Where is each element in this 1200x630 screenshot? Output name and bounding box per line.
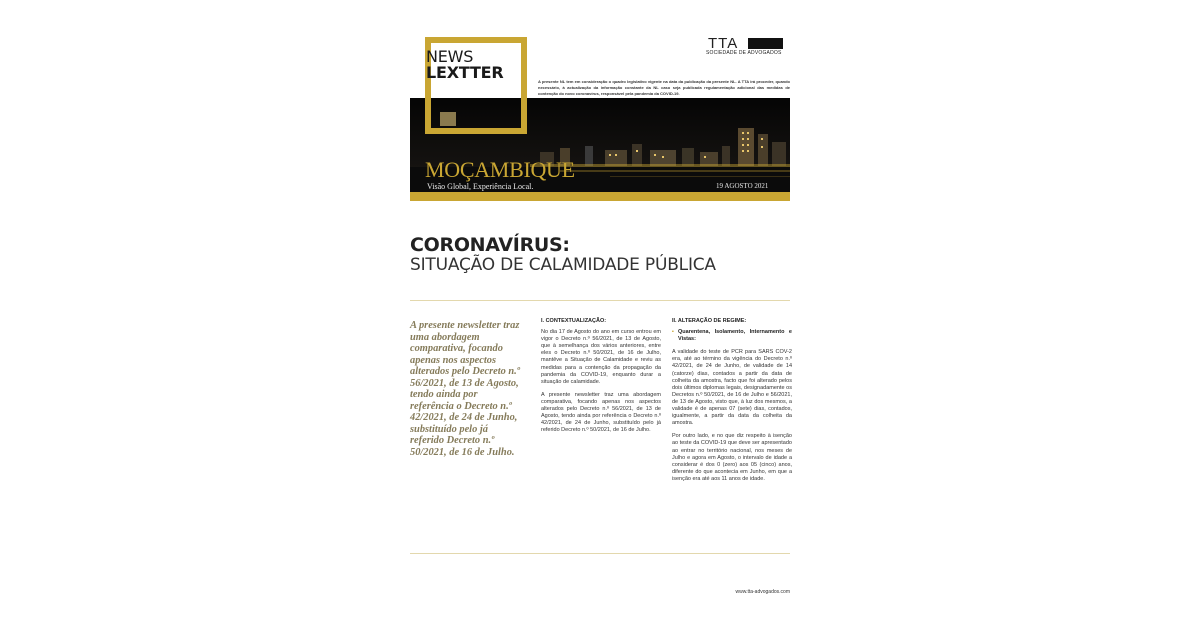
logo-line-1: NEWS xyxy=(426,47,474,66)
section-2-heading: II. ALTERAÇÃO DE REGIME: xyxy=(672,318,747,324)
section-alteracao-regime xyxy=(672,318,792,489)
newsletter-page xyxy=(410,30,790,610)
firm-logo-bar xyxy=(748,38,783,49)
section-2-bullet-text: Quarentena, Isolamento, Internamento e Vistas: xyxy=(678,329,792,343)
section-1-paragraph-2: A presente newsletter traz uma abordagem comparativa, focando apenas nos aspectos alterados pelo Decreto n.º 56/2021, de 13 de Agosto, tendo ainda por referência o Decreto n.º 42/2021, de 24 de Junho, substituído pelo já referido Decreto n.º 50/2021, de 16 de Julho. xyxy=(541,391,661,434)
section-2-paragraph-1: A validade do teste de PCR para SARS COV-2 era, até ao término da vigência do Decreto n.º 42/2021, de 24 de Junho, de validade de 14 (catorze) dias, contados a partir da data de colheita da amostra, facto que foi alterado pelos dois últimos diplomas legais, designadamente os Decretos n.º 50/2021, de 16 de Julho e 56/2021, de 13 de Agosto, visto que, à luz dos mesmos, a validade é de apenas 07 (sete) dias, contados, igualmente, a partir da data da colheita da amostra. xyxy=(672,349,792,427)
headline-sub: SITUAÇÃO DE CALAMIDADE PÚBLICA xyxy=(410,255,716,275)
logo-square xyxy=(440,112,456,126)
masthead xyxy=(410,30,790,202)
section-1-heading: I. CONTEXTUALIZAÇÃO: xyxy=(541,318,607,324)
newsletter-logo xyxy=(426,49,504,81)
footer-website-link[interactable]: www.tta-advogados.com xyxy=(735,589,790,595)
firm-subtitle: SOCIEDADE DE ADVOGADOS xyxy=(706,50,782,56)
section-2-bullet xyxy=(672,329,792,343)
tagline: Visão Global, Experiência Local. xyxy=(427,182,534,191)
logo-line-2: LEXTTER xyxy=(426,63,504,82)
lead-paragraph: A presente newsletter traz uma abordagem comparativa, focando apenas nos aspectos alterados pelo Decreto n.º 56/2021, de 13 de Agosto, tendo ainda por referência o Decreto n.º 42/2021, de 24 de Junho, substituído pelo já referido Decreto n.º 50/2021, de 16 de Julho. xyxy=(410,320,520,458)
headline-main: CORONAVÍRUS: xyxy=(410,234,570,256)
divider-bottom xyxy=(410,553,790,554)
section-2-paragraph-2: Por outro lado, e no que diz respeito à isenção ao teste da COVID-19 que deve ser apresentado ao entrar no território nacional, nos meses de Julho e agora em Agosto, o intervalo de idade a considerar é dos 0 (zero) aos 05 (cinco) anos, diferente do que acontecia em Junho, em que a isenção era até aos 11 anos de idade. xyxy=(672,433,792,482)
section-contextualizacao xyxy=(541,318,661,440)
firm-logo xyxy=(703,35,791,59)
divider-top xyxy=(410,300,790,301)
country-title: MOÇAMBIQUE xyxy=(425,157,575,182)
bullet-icon: ▪ xyxy=(672,329,674,336)
section-1-paragraph-1: No dia 17 de Agosto do ano em curso entrou em vigor o Decreto n.º 56/2021, de 13 de Agosto, que à semelhança dos vários anteriores, entre eles o Decreto n.º 50/2021, de 16 de Julho, mantêve a Situação de Calamidade e reviu as medidas para a contenção da propagação da pandemia da COVID-19, enquanto durar a situação de calamidade. xyxy=(541,329,661,385)
gold-strip xyxy=(410,192,790,201)
firm-name: TTA xyxy=(708,35,739,52)
issue-date: 19 AGOSTO 2021 xyxy=(716,182,769,190)
intro-note: A presente NL tem em consideração o quadro legislativo vigente na data da publicação da presente NL. A TTA irá proceder, quando necessário, à actualização da informação constante da NL caso seja publicada regulamentação adicional das medidas de contenção do novo coronavírus, responsável pela pandemia da COVID-19. xyxy=(538,79,790,96)
